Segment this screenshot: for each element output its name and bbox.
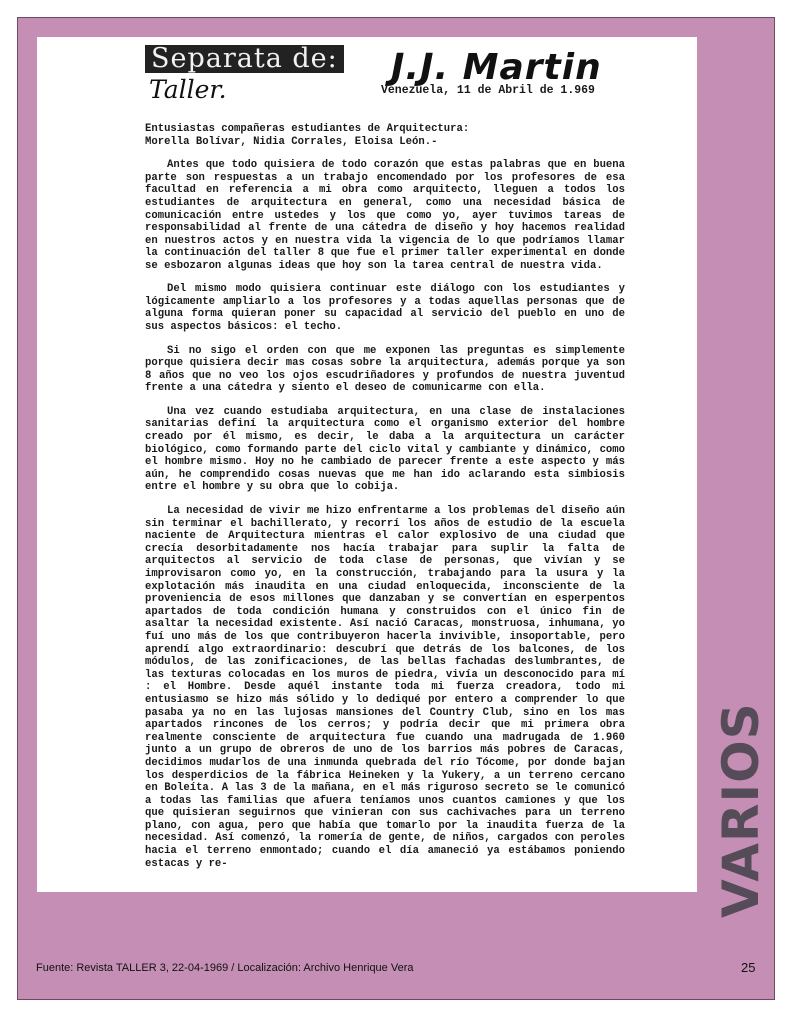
letter-date: Venezuela, 11 de Abril de 1.969 — [381, 84, 595, 97]
footer-source: Fuente: Revista TALLER 3, 22-04-1969 / Localización: Archivo Henrique Vera — [36, 962, 414, 974]
letter-paragraph: Antes que todo quisiera de todo corazón que estas palabras que en buena parte son respuestas a un trabajo encomendado por los profesores de esa facultad en referencia a mi obra como arquitecto, lleguen a todos los estudiantes de arquitectura en general, como una necesidad básica de comunicación entre ustedes y los que como yo, ayer tuvimos tareas de responsabilidad al frente de una cátedra de diseño y hoy hacemos realidad en nuestros actos y en nuestra vida la vigencia de lo que podríamos llamar la continuación del taller 8 que fue el primer taller experimental en donde se esbozaron algunas ideas que hoy son la tarea central de nuestra vida. — [145, 159, 625, 272]
section-label: VARIOS — [712, 702, 770, 918]
letter-paragraph: Si no sigo el orden con que me exponen las preguntas es simplemente porque quisiera decir mas cosas sobre la arquitectura, además porque ya son 8 años que no veo los ojos escudriñadores y profundos de nuestra juventud frente a una cátedra y siento el deseo de comunicarme con ella. — [145, 344, 625, 395]
letter-header — [145, 45, 625, 103]
letter-salutation: Entusiastas compañeras estudiantes de Arquitectura: Morella Bolívar, Nidia Corrales, Eloisa León.- — [145, 123, 470, 148]
page-number: 25 — [741, 960, 756, 975]
letter-paragraph: Del mismo modo quisiera continuar este diálogo con los estudiantes y lógicamente ampliarlo a los profesores y a todas aquellas personas que de alguna forma quieran poner su capacidad al servicio del pueblo en uno de sus aspectos básicos: el techo. — [145, 283, 625, 333]
scanned-document — [37, 37, 697, 892]
revista-name: Taller. — [149, 75, 227, 104]
typewritten-letter — [145, 45, 625, 883]
letter-paragraph: La necesidad de vivir me hizo enfrentarme a los problemas del diseño aún sin terminar el bachillerato, y recorrí los años de estudio de la escuela naciente de Arquitectura mientras el calor explosivo de una ciudad que crecía desorbitadamente nos hacía trabajar para suplir la falta de arquitectos al servicio de toda clase de personas, que vivían y se improvisaron como yo, en la construcción, trabajando para la usura y la explotación más inaudita en una ciudad enloquecida, inconsciente de la proveniencia de esos millones que danzaban y se convertían en esperpentos apartados de toda condición humana y construidos con el único fin de asaltar la necesidad existente. Así nació Caracas, monstruosa, inhumana, yo fuí uno más de los que contribuyeron hacerla invivible, insoportable, pero aprendí algo extraordinario: descubrí que detrás de los balcones, de los módulos, de las zonificaciones, de las bellas fachadas deslumbrantes, de las texturas colocadas en los muros de piedra, vivía un desconocido para mí : el Hombre. Desde aquél instante toda mi fuerza creadora, todo mi entusiasmo se hizo más sólido y lo dediqué por entero a comprender lo que pasaba ya no en las lujosas mansiones del Country Club, sino en los mas apartados rincones de los cerros; y podría decir que mi primera obra realmente consciente de arquitectura fue cuando una madrugada de 1.960 junto a un grupo de obreros de uno de los barrios más pobres de Caracas, decidimos mudarlos de una inmunda quebrada del río Tócome, por donde bajan los desperdicios de la fábrica Heineken y la Yukery, a un terreno cercano en Boleíta. A las 3 de la mañana, en el más riguroso secreto se le comunicó a todas las familias que afuera teníamos unos cuantos camiones y que los que quisieran seguirnos que vinieran con sus cachivaches para un terreno plano, con agua, pero que había que tomarlo por la inaudita fuerza de la necesidad. Así comenzó, la romería de gente, de niños, cargados con peroles hacia el terreno enmontado; cuando el día amaneció ya estábamos poniendo estacas y re- — [145, 505, 625, 870]
letter-paragraph: Una vez cuando estudiaba arquitectura, en una clase de instalaciones sanitarias definí la arquitectura como el organismo exterior del hombre creado por él mismo, es decir, le daba a la arquitectura un carácter biológico, como formando parte del ciclo vital y cambiante y dinámico, como el hombre mismo. Hoy no he cambiado de parecer frente a este aspecto y más aún, he comprendido cosas nuevas que me han ido aclarando esta simbiosis entre el hombre y su obra que lo cobija. — [145, 405, 625, 494]
separata-heading: Separata de: — [145, 45, 344, 73]
author-signature: J.J. Martin — [391, 47, 602, 88]
